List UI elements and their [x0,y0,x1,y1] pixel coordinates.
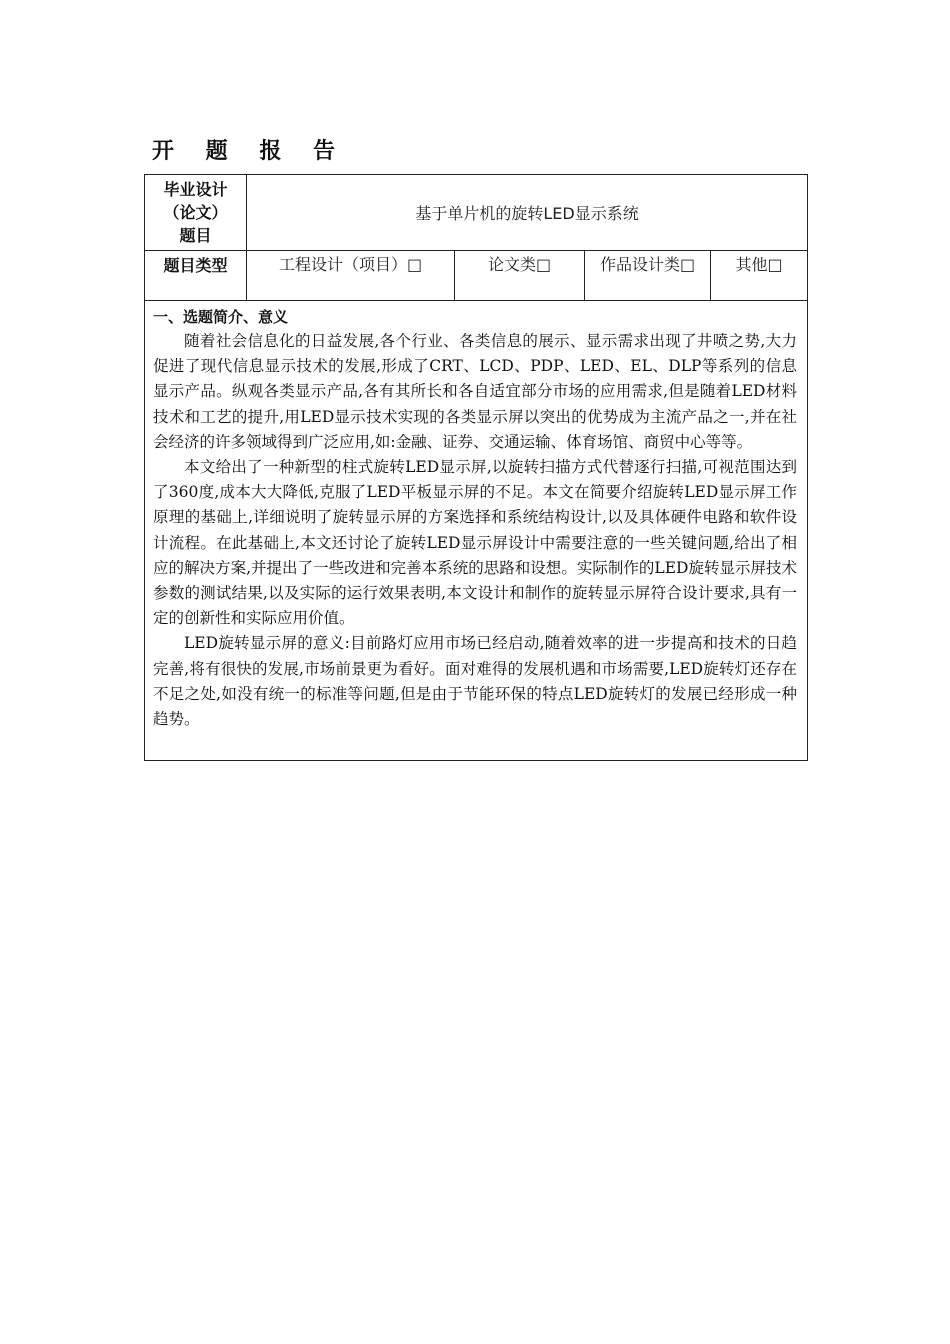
topic-label-line: 毕业设计 [163,180,228,199]
paragraph: LED旋转显示屏的意义:目前路灯应用市场已经启动,随着效率的进一步提高和技术的日趋完善,将有很快的发展,市场前景更为看好。面对难得的发展机遇和市场需要,LED旋转灯还存在不足之处,如没有统一的标准等问题,但是由于节能环保的特点LED旋转灯的发展已经形成一种趋势。 [153,634,798,729]
topic-row [145,175,808,251]
paragraph: 随着社会信息化的日益发展,各个行业、各类信息的展示、显示需求出现了井喷之势,大力促进了现代信息显示技术的发展,形成了CRT、LCD、PDP、LED、EL、DLP等系列的信息显示产品。纵观各类显示产品,各有其所长和各自适宜部分市场的应用需求,但是随着LED材料技术和工艺的提升,用LED显示技术实现的各类显示屏以突出的优势成为主流产品之一,并在社会经济的许多领域得到广泛应用,如:金融、证券、交通运输、体育场馆、商贸中心等等。 [153,332,798,451]
type-label: 题目类型 [145,251,247,301]
type-row [145,251,808,301]
topic-label-line: （论文） [163,203,228,222]
type-option-work-design[interactable]: 作品设计类□ [585,251,711,301]
section-heading: 一、选题简介、意义 [153,308,289,326]
paragraph: 本文给出了一种新型的柱式旋转LED显示屏,以旋转扫描方式代替逐行扫描,可视范围达到了360度,成本大大降低,克服了LED平板显示屏的不足。本文在简要介绍旋转LED显示屏工作原理的基础上,详细说明了旋转显示屏的方案选择和系统结构设计,以及具体硬件电路和软件设计流程。在此基础上,本文还讨论了旋转LED显示屏设计中需要注意的一些关键问题,给出了相应的解决方案,并提出了一些改进和完善本系统的思路和设想。实际制作的LED旋转显示屏技术参数的测试结果,以及实际的运行效果表明,本文设计和制作的旋转显示屏符合设计要求,具有一定的创新性和实际应用价值。 [153,458,798,628]
topic-label-cell [145,175,247,251]
type-option-engineering[interactable]: 工程设计（项目）□ [247,251,455,301]
topic-value: 基于单片机的旋转LED显示系统 [247,175,808,251]
topic-label-line: 题目 [179,226,212,245]
type-option-other[interactable]: 其他□ [711,251,808,301]
type-option-thesis[interactable]: 论文类□ [455,251,585,301]
proposal-form-table [144,174,808,761]
intro-section [145,301,808,761]
intro-row [145,301,808,761]
document-title: 开 题 报 告 [152,139,347,164]
